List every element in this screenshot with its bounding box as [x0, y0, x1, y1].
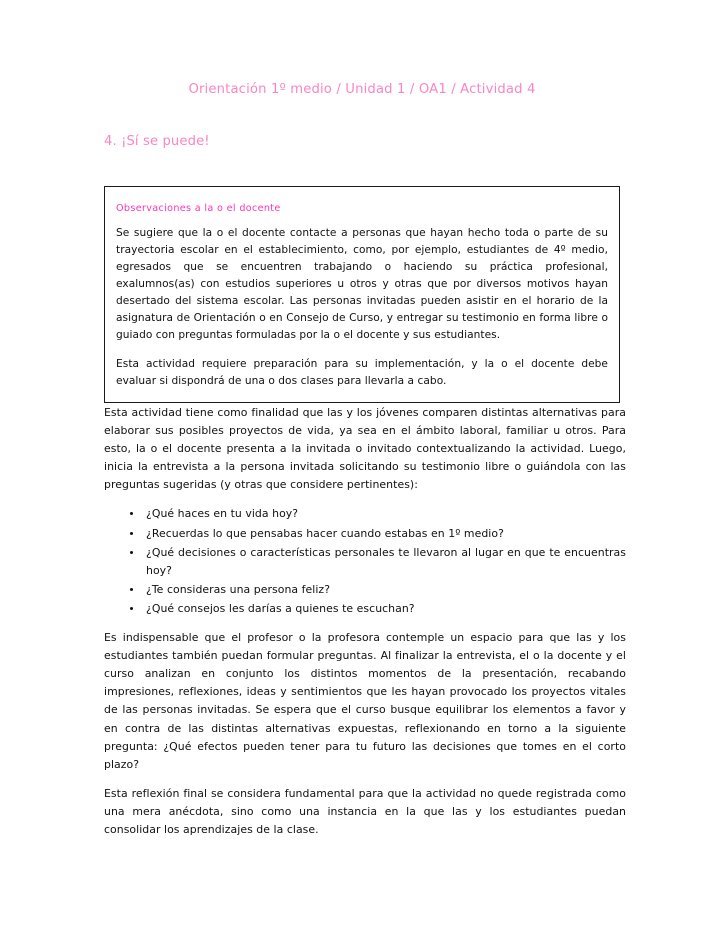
observations-box	[104, 186, 620, 403]
activity-heading: 4. ¡Sí se puede!	[104, 134, 210, 149]
observations-paragraph: Esta actividad requiere preparación para su implementación, y la o el docente debe evaluar si dispondrá de una o dos clases para llevarla a cabo.	[116, 357, 608, 387]
observations-paragraph: Se sugiere que la o el docente contacte a personas que hayan hecho toda o parte de su trayectoria escolar en el establecimiento, como, por ejemplo, estudiantes de 4º medio, egresados que se encuentren trabajando o haciendo su práctica profesional, exalumnos(as) con estudios superiores u otros y otras que por diversos motivos hayan desertado del sistema escolar. Las personas invitadas pueden asistir en el horario de la asignatura de Orientación o en Consejo de Curso, y entregar su testimonio en forma libre o guiado con preguntas formuladas por la o el docente y sus estudiantes.	[116, 226, 608, 342]
closing-paragraph: Es indispensable que el profesor o la profesora contemple un espacio para que las y los estudiantes también puedan formular preguntas. Al finalizar la entrevista, el o la docente y el curso analizan en conjunto los distintos momentos de la presentación, recabando impresiones, reflexiones, ideas y sentimientos que les hayan provocado los proyectos vitales de las personas invitadas. Se espera que el curso busque equilibrar los elementos a favor y en contra de las distintas alternativas expuestas, reflexionando en torno a la siguiente pregunta: ¿Qué efectos pueden tener para tu futuro las decisiones que tomes en el corto plazo?	[104, 631, 626, 771]
list-item: ¿Qué haces en tu vida hoy?	[104, 505, 626, 523]
list-item: ¿Te consideras una persona feliz?	[104, 581, 626, 599]
list-item: ¿Recuerdas lo que pensabas hacer cuando estabas en 1º medio?	[104, 525, 626, 543]
list-item: ¿Qué consejos les darías a quienes te escuchan?	[104, 600, 626, 618]
suggested-questions-list	[104, 505, 626, 618]
list-item: ¿Qué decisiones o características personales te llevaron al lugar en que te encuentras hoy?	[104, 544, 626, 580]
body-text-block	[104, 404, 626, 839]
intro-paragraph: Esta actividad tiene como finalidad que las y los jóvenes comparen distintas alternativas para elaborar sus posibles proyectos de vida, ya sea en el ámbito laboral, familiar u otros. Para esto, la o el docente presenta a la invitada o invitado contextualizando la actividad. Luego, inicia la entrevista a la persona invitada solicitando su testimonio libre o guiándola con las preguntas sugeridas (y otras que considere pertinentes):	[104, 406, 626, 492]
page-title: Orientación 1º medio / Unidad 1 / OA1 / Actividad 4	[188, 82, 536, 97]
observations-label: Observaciones a la o el docente	[116, 203, 281, 214]
closing-paragraph: Esta reflexión final se considera fundamental para que la actividad no quede registrada como una mera anécdota, sino como una instancia en la que las y los estudiantes puedan consolidar los aprendizajes de la clase.	[104, 786, 626, 836]
